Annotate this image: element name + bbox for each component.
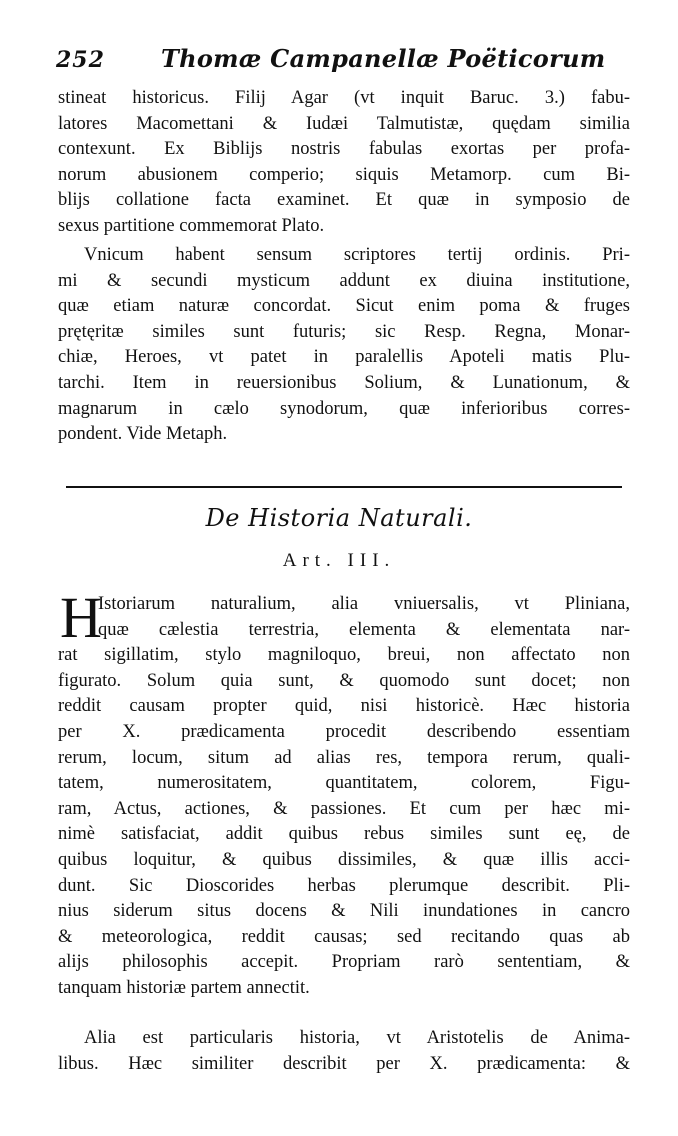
text-line: reddit causam propter quid, nisi historicè. Hæc historia [58, 696, 630, 717]
text-line: prętęritæ similes sunt futuris; sic Resp. Regna, Monar- [58, 321, 630, 342]
text-line: latores Macomettani & Iudæi Talmutistæ, quędam similia [58, 113, 630, 134]
text-line: contexunt. Ex Biblijs nostris fabulas exortas per profa- [58, 139, 630, 160]
text-line: nius siderum situs docens & Nili inundationes in cancro [58, 901, 630, 922]
text-line: stineat historicus. Filij Agar (vt inquit Baruc. 3.) fabu- [58, 88, 630, 108]
text-line: libus. Hæc similiter describit per X. prædicamenta: & [58, 1053, 630, 1074]
text-line: figurato. Solum quia sunt, & quomodo sunt docet; non [58, 670, 630, 691]
text-line: tatem, numerositatem, quantitatem, colorem, Figu- [58, 773, 630, 794]
paragraph-2 [58, 243, 630, 448]
text-line: quæ etiam naturæ concordat. Sicut enim poma & fruges [58, 296, 630, 317]
text-line: tarchi. Item in reuersionibus Solium, & Lunationum, & [58, 372, 630, 393]
text-line: dunt. Sic Dioscorides herbas plerumque describit. Pli- [58, 875, 630, 896]
text-line: Vnicum habent sensum scriptores tertij ordinis. Pri- [84, 245, 630, 265]
section-divider [66, 486, 622, 488]
text-line: quibus loquitur, & quibus dissimiles, & quæ illis acci- [58, 849, 630, 870]
text-line: & meteorologica, reddit causas; sed recitando quas ab [58, 926, 630, 947]
text-line: pondent. Vide Metaph. [58, 424, 228, 445]
text-line: Alia est particularis historia, vt Aristotelis de Anima- [84, 1028, 630, 1048]
paragraph-4 [58, 1026, 630, 1077]
text-line: mi & secundi mysticum addunt ex diuina institutione, [58, 270, 630, 291]
running-head: Thomæ Campanellæ Poëticorum [160, 44, 606, 73]
article-label: Art. III. [282, 550, 396, 571]
text-line: quæ cælestia terrestria, elementa & elementata nar- [98, 619, 630, 640]
section-title: De Historia Naturali. [205, 504, 473, 532]
text-line: nimè satisfaciat, addit quibus rebus similes sunt eę, de [58, 824, 630, 845]
page-number: 252 [56, 47, 105, 73]
text-line: tanquam historiæ partem annectit. [58, 977, 310, 998]
text-line: blijs collatione facta examinet. Et quæ in symposio de [58, 190, 630, 211]
drop-cap: H [60, 585, 102, 650]
text-line: chiæ, Heroes, vt patet in paralellis Apoteli matis Plu- [58, 347, 630, 368]
text-line: norum abusionem comperio; siquis Metamorp. cum Bi- [58, 164, 630, 185]
text-line: rerum, locum, situm ad alias res, tempora rerum, quali- [58, 747, 630, 768]
text-line: ram, Actus, actiones, & passiones. Et cum per hæc mi- [58, 798, 630, 819]
page-header [56, 44, 616, 88]
text-line: sexus partitione commemorat Plato. [58, 215, 325, 236]
text-line: rat sigillatim, stylo magniloquo, breui, non affectato non [58, 645, 630, 666]
text-line: magnarum in cælo synodorum, quæ inferioribus corres- [58, 398, 630, 419]
text-line: per X. prædicamenta procedit describendo essentiam [58, 721, 630, 742]
paragraph-1 [58, 86, 630, 240]
paragraph-3 [58, 585, 630, 1002]
text-line: alijs philosophis accepit. Propriam rarò sententiam, & [58, 952, 630, 973]
text-line: Istoriarum naturalium, alia vniuersalis, vt Pliniana, [98, 594, 630, 614]
